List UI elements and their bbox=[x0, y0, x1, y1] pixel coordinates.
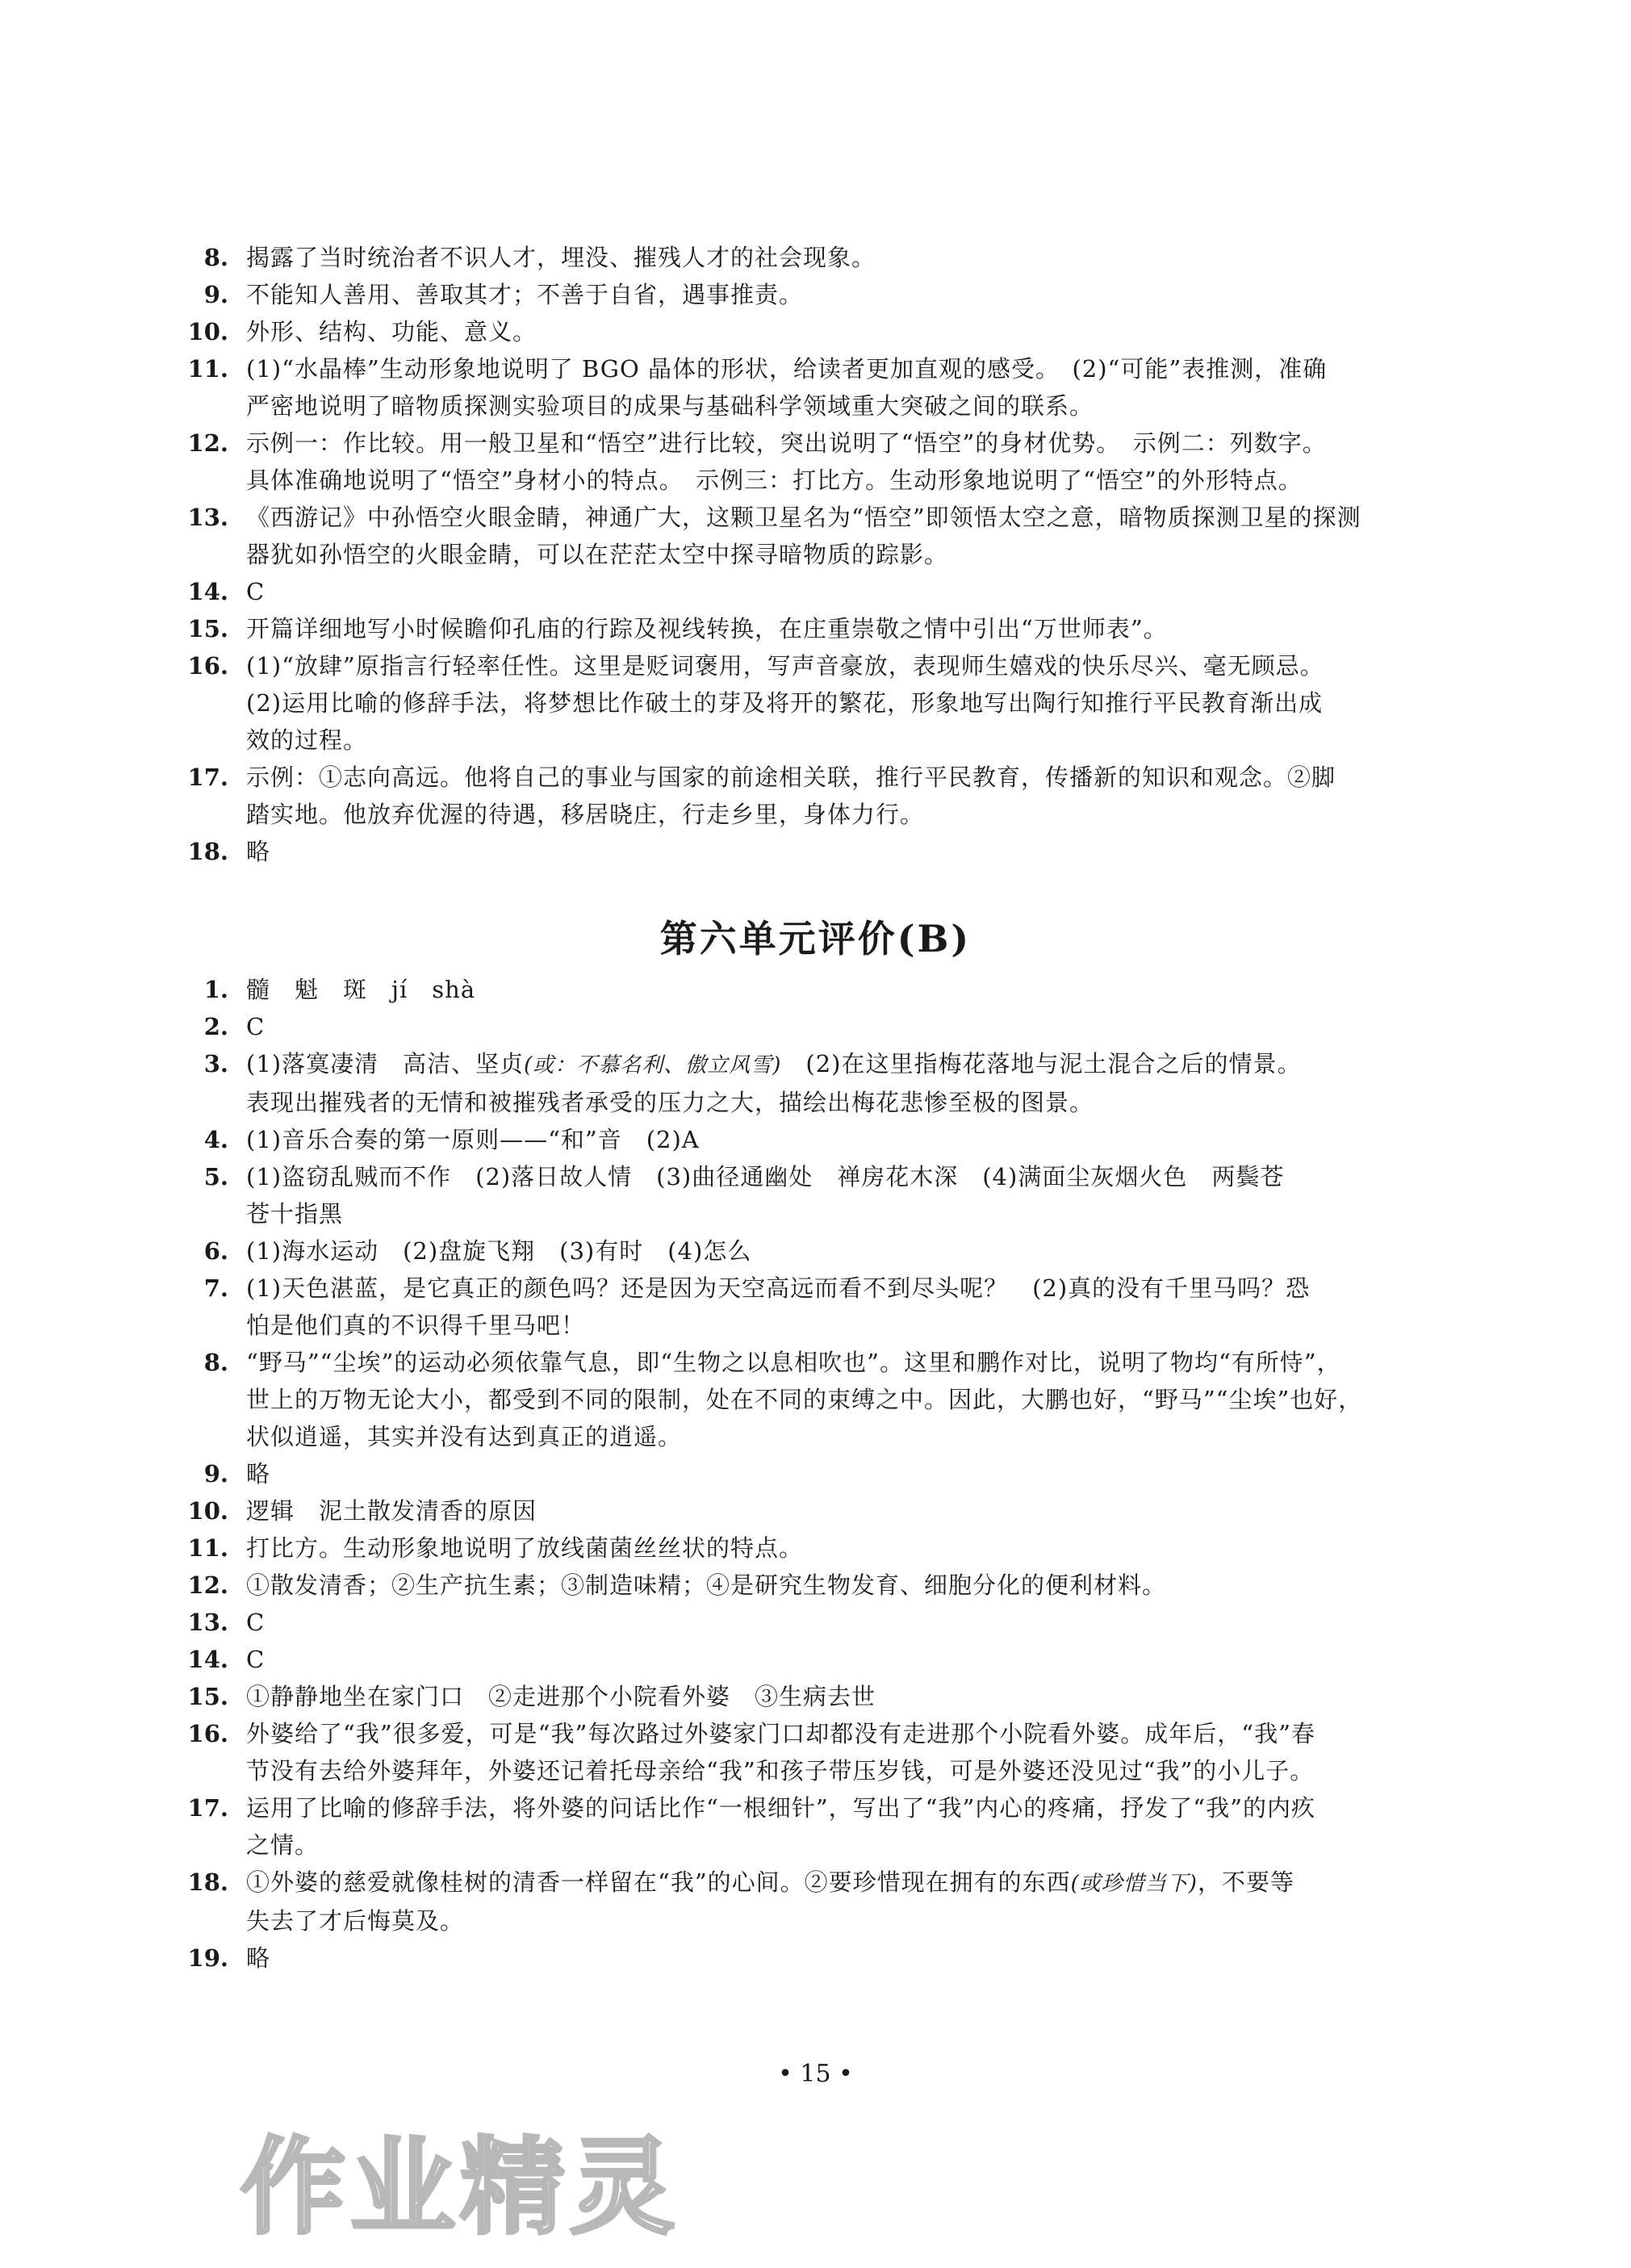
answer-number: 1. bbox=[203, 976, 228, 1003]
answer-line: 略 bbox=[246, 1944, 271, 1972]
answer-line: 节没有去给外婆拜年，外婆还记着托母亲给“我”和孩子带压岁钱，可是外婆还没见过“我”的小儿子。 bbox=[246, 1757, 1315, 1785]
answer-number: 16. bbox=[187, 652, 228, 680]
answer-line: 状似逍遥，其实并没有达到真正的逍遥。 bbox=[246, 1423, 683, 1450]
answer-line: (1)天色湛蓝，是它真正的颜色吗？还是因为天空高远而看不到尽头呢？ (2)真的没有千里马吗？恐 bbox=[246, 1274, 1311, 1302]
answer-item bbox=[0, 1678, 1631, 1715]
answer-number: 12. bbox=[187, 429, 228, 457]
answer-number: 14. bbox=[187, 1646, 228, 1673]
answer-number: 17. bbox=[187, 1794, 228, 1822]
answer-item bbox=[0, 1864, 1631, 1940]
answer-line: 严密地说明了暗物质探测实验项目的成果与基础科学领域重大突破之间的联系。 bbox=[246, 392, 1094, 420]
answer-item bbox=[0, 573, 1631, 610]
answer-item bbox=[0, 647, 1631, 759]
answer-item bbox=[0, 1715, 1631, 1789]
answer-line: (1)盗窃乱贼而不作 (2)落日故人情 (3)曲径通幽处 禅房花木深 (4)满面尘灰烟火色 两鬓苍 bbox=[246, 1163, 1285, 1190]
answer-text bbox=[246, 1715, 1432, 1789]
answer-text bbox=[246, 1789, 1432, 1864]
answer-line: ①静静地坐在家门口 ②走进那个小院看外婆 ③生病去世 bbox=[246, 1683, 876, 1710]
answer-text bbox=[246, 759, 1432, 833]
answer-number: 17. bbox=[187, 764, 228, 791]
answer-item bbox=[0, 1529, 1631, 1567]
answer-item bbox=[0, 239, 1631, 276]
answer-line: 世上的万物无论大小，都受到不同的限制，处在不同的束缚之中。因此，大鹏也好，“野马”“尘埃”也好， bbox=[246, 1386, 1363, 1413]
answer-item bbox=[0, 1492, 1631, 1529]
answer-text bbox=[246, 1008, 1432, 1045]
answer-text bbox=[246, 313, 1432, 350]
answer-line: “野马”“尘埃”的运动必须依靠气息，即“生物之以息相吹也”。这里和鹏作对比，说明了物均“有所恃”， bbox=[246, 1349, 1341, 1376]
answer-text bbox=[246, 1529, 1432, 1567]
answer-text bbox=[246, 1567, 1432, 1604]
answer-text bbox=[246, 350, 1432, 425]
answer-line: 苍十指黑 bbox=[246, 1200, 344, 1228]
answer-number: 16. bbox=[187, 1720, 228, 1747]
answer-line: 踏实地。他放弃优渥的待遇，移居晓庄，行走乡里，身体力行。 bbox=[246, 801, 925, 828]
answer-item bbox=[0, 1604, 1631, 1641]
answer-line: 具体准确地说明了“悟空”身材小的特点。 示例三：打比方。生动形象地说明了“悟空”的外形特点。 bbox=[246, 467, 1303, 494]
answer-number: 13. bbox=[187, 504, 228, 531]
answer-item bbox=[0, 1008, 1631, 1045]
answer-line: ①散发清香；②生产抗生素；③制造味精；④是研究生物发育、细胞分化的便利材料。 bbox=[246, 1571, 1167, 1599]
answer-line: 之情。 bbox=[246, 1831, 320, 1859]
answer-line: (2)运用比喻的修辞手法，将梦想比作破土的芽及将开的繁花，形象地写出陶行知推行平民教育渐出成 bbox=[246, 689, 1324, 717]
answer-text bbox=[246, 1940, 1432, 1977]
answer-number: 11. bbox=[187, 1534, 228, 1562]
answer-line: 示例：①志向高远。他将自己的事业与国家的前途相关联，推行平民教育，传播新的知识和观念。②脚 bbox=[246, 764, 1336, 791]
answer-line: 揭露了当时统治者不识人才，埋没、摧残人才的社会现象。 bbox=[246, 244, 876, 271]
answer-item bbox=[0, 759, 1631, 833]
answer-line: 器犹如孙悟空的火眼金睛，可以在茫茫太空中探寻暗物质的踪影。 bbox=[246, 541, 949, 568]
answer-line: ①外婆的慈爱就像桂树的清香一样留在“我”的心间。②要珍惜现在拥有的东西(或珍惜当下)，不要等 bbox=[246, 1868, 1294, 1896]
answer-item bbox=[0, 1270, 1631, 1344]
answer-text bbox=[246, 573, 1432, 610]
answer-line: 髓 魁 斑 jí shà bbox=[246, 976, 476, 1003]
answer-line: 效的过程。 bbox=[246, 726, 368, 754]
watermark-logo bbox=[234, 2111, 686, 2264]
answer-text bbox=[246, 1344, 1432, 1455]
page-number: • 15 • bbox=[778, 2060, 853, 2088]
answer-number: 15. bbox=[187, 1683, 228, 1710]
answer-number: 6. bbox=[203, 1237, 228, 1265]
answer-text bbox=[246, 1492, 1432, 1529]
answer-number: 8. bbox=[203, 244, 228, 271]
answer-number: 9. bbox=[203, 1460, 228, 1488]
answer-line: 怕是他们真的不识得千里马吧！ bbox=[246, 1312, 586, 1339]
answer-line: 失去了才后悔莫及。 bbox=[246, 1907, 465, 1935]
answer-item bbox=[0, 1158, 1631, 1232]
answer-number: 10. bbox=[187, 1497, 228, 1525]
answer-number: 8. bbox=[203, 1349, 228, 1376]
answer-item bbox=[0, 499, 1631, 573]
answer-text bbox=[246, 1864, 1432, 1940]
answer-number: 10. bbox=[187, 318, 228, 345]
answer-item bbox=[0, 350, 1631, 425]
answers-part-b bbox=[0, 971, 1631, 1977]
answer-item bbox=[0, 1045, 1631, 1121]
answer-item bbox=[0, 1121, 1631, 1158]
answer-line: (1)“水晶棒”生动形象地说明了 BGO 晶体的形状，给读者更加直观的感受。 (2)“可能”表推测，准确 bbox=[246, 355, 1328, 383]
answer-text bbox=[246, 499, 1432, 573]
answer-number: 4. bbox=[203, 1126, 228, 1153]
answer-text bbox=[246, 425, 1432, 499]
answer-text bbox=[246, 1641, 1432, 1678]
answer-line: 示例一：作比较。用一般卫星和“悟空”进行比较，突出说明了“悟空”的身材优势。 示例二：列数字。 bbox=[246, 429, 1327, 457]
section-title: 第六单元评价(B) bbox=[659, 917, 972, 960]
answer-line: 略 bbox=[246, 838, 271, 865]
answer-text bbox=[246, 239, 1432, 276]
answer-line: (1)音乐合奏的第一原则——“和”音 (2)A bbox=[246, 1126, 700, 1153]
answer-item bbox=[0, 610, 1631, 647]
answer-number: 7. bbox=[203, 1274, 228, 1302]
answer-line: 外形、结构、功能、意义。 bbox=[246, 318, 537, 345]
answer-text bbox=[246, 1455, 1432, 1492]
answer-number: 14. bbox=[187, 578, 228, 605]
answers-part-a bbox=[0, 239, 1631, 870]
answer-line: (1)落寞凄清 高洁、坚贞(或：不慕名利、傲立风雪) (2)在这里指梅花落地与泥土混合之后的情景。 bbox=[246, 1050, 1302, 1078]
answer-item bbox=[0, 1232, 1631, 1270]
answer-item bbox=[0, 833, 1631, 870]
answer-line: 略 bbox=[246, 1460, 271, 1488]
answer-number: 2. bbox=[203, 1013, 228, 1040]
answer-line: C bbox=[246, 1013, 266, 1040]
answer-item bbox=[0, 971, 1631, 1008]
answer-number: 11. bbox=[187, 355, 228, 383]
answer-number: 15. bbox=[187, 615, 228, 642]
answer-item bbox=[0, 1940, 1631, 1977]
answer-item bbox=[0, 1344, 1631, 1455]
answer-number: 13. bbox=[187, 1609, 228, 1636]
answer-item bbox=[0, 1455, 1631, 1492]
answer-after-note: (2)在这里指梅花落地与泥土混合之后的情景。 bbox=[781, 1050, 1302, 1078]
answer-item bbox=[0, 1789, 1631, 1864]
answer-number: 12. bbox=[187, 1571, 228, 1599]
answer-item bbox=[0, 1641, 1631, 1678]
answer-text bbox=[246, 1158, 1432, 1232]
answer-text bbox=[246, 1232, 1432, 1270]
answer-text bbox=[246, 833, 1432, 870]
answer-number: 18. bbox=[187, 1868, 228, 1896]
answer-number: 5. bbox=[203, 1163, 228, 1190]
answer-text bbox=[246, 1604, 1432, 1641]
answer-text bbox=[246, 610, 1432, 647]
answer-note: (或珍惜当下) bbox=[1070, 1872, 1198, 1896]
answer-line: 外婆给了“我”很多爱，可是“我”每次路过外婆家门口却都没有走进那个小院看外婆。成年后，“我”春 bbox=[246, 1720, 1315, 1747]
answer-note: (或：不慕名利、傲立风雪) bbox=[524, 1053, 782, 1078]
answer-item bbox=[0, 425, 1631, 499]
answer-line: C bbox=[246, 1609, 266, 1636]
answer-text bbox=[246, 1270, 1432, 1344]
answer-line: 打比方。生动形象地说明了放线菌菌丝丝状的特点。 bbox=[246, 1534, 804, 1562]
answer-text bbox=[246, 971, 1432, 1008]
svg-text:作业精灵: 作业精灵 bbox=[240, 2126, 680, 2249]
answer-line: (1)“放肆”原指言行轻率任性。这里是贬词褒用，写声音豪放，表现师生嬉戏的快乐尽兴、毫无顾忌。 bbox=[246, 652, 1324, 680]
answer-text bbox=[246, 647, 1432, 759]
answer-line: 逻辑 泥土散发清香的原因 bbox=[246, 1497, 537, 1525]
answer-line: 开篇详细地写小时候瞻仰孔庙的行踪及视线转换，在庄重崇敬之情中引出“万世师表”。 bbox=[246, 615, 1168, 642]
answer-line: 不能知人善用、善取其才；不善于自省，遇事推责。 bbox=[246, 281, 804, 308]
answer-line: 《西游记》中孙悟空火眼金睛，神通广大，这颗卫星名为“悟空”即领悟太空之意，暗物质探测卫星的探测 bbox=[246, 504, 1361, 531]
answer-text bbox=[246, 1045, 1432, 1121]
answer-number: 9. bbox=[203, 281, 228, 308]
answer-line: 表现出摧残者的无情和被摧残者承受的压力之大，描绘出梅花悲惨至极的图景。 bbox=[246, 1089, 1094, 1116]
answer-number: 18. bbox=[187, 838, 228, 865]
answer-line: (1)海水运动 (2)盘旋飞翔 (3)有时 (4)怎么 bbox=[246, 1237, 752, 1265]
answer-text bbox=[246, 276, 1432, 313]
answer-item bbox=[0, 1567, 1631, 1604]
answer-text bbox=[246, 1678, 1432, 1715]
answer-line: C bbox=[246, 578, 266, 605]
answer-number: 19. bbox=[187, 1944, 228, 1972]
answer-item bbox=[0, 276, 1631, 313]
answer-number: 3. bbox=[203, 1050, 228, 1078]
answer-after-note: ，不要等 bbox=[1197, 1868, 1294, 1896]
answer-item bbox=[0, 313, 1631, 350]
answer-line: C bbox=[246, 1646, 266, 1673]
answer-line: 运用了比喻的修辞手法，将外婆的问话比作“一根细针”，写出了“我”内心的疼痛，抒发了“我”的内疚 bbox=[246, 1794, 1315, 1822]
answer-text bbox=[246, 1121, 1432, 1158]
